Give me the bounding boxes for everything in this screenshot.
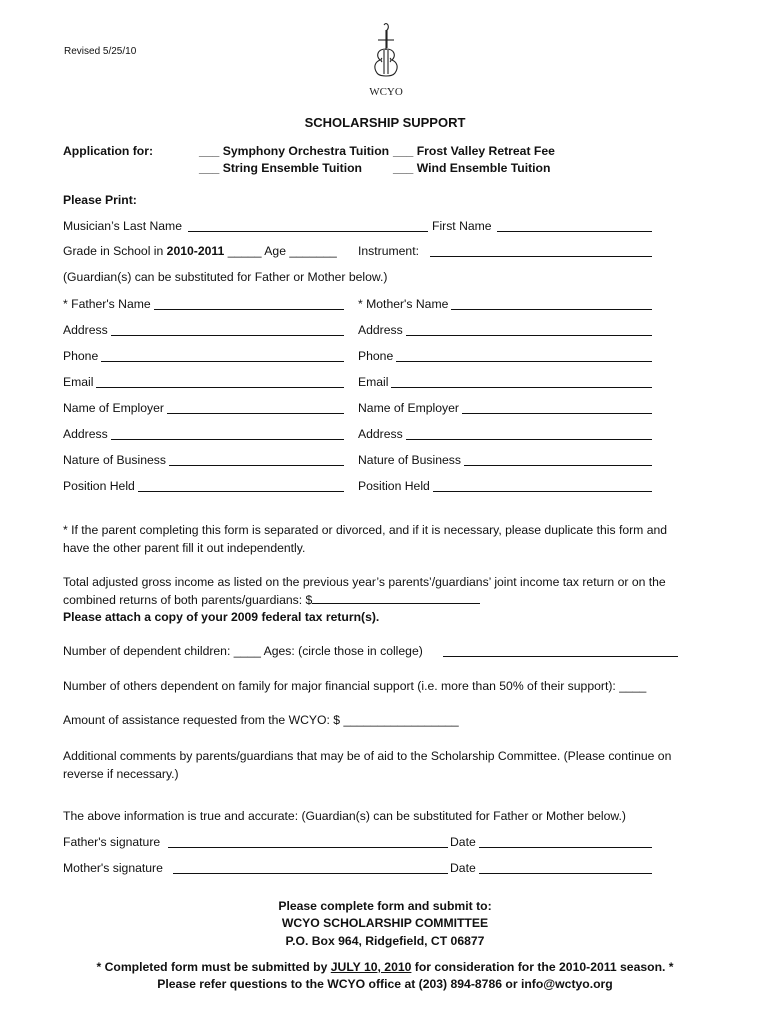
questions-line: Please refer questions to the WCYO office at (203) 894-8786 or info@wctyo.org xyxy=(157,977,613,991)
grade-field[interactable]: _____ xyxy=(227,244,262,258)
option-symphony[interactable]: ___ Symphony Orchestra Tuition xyxy=(199,144,390,158)
dependent-children-field[interactable]: ____ xyxy=(233,644,261,658)
first-name-label: First Name xyxy=(432,219,492,233)
mother-field-label: * Mother's Name xyxy=(358,297,449,311)
assistance-row xyxy=(63,713,459,728)
tax-return-note: Please attach a copy of your 2009 federal tax return(s). xyxy=(63,610,380,624)
deadline-line xyxy=(0,960,770,975)
income-text: Total adjusted gross income as listed on the previous year’s parents’/guardians’ joint income tax return or on the combined returns of both parents/guardians: $ xyxy=(63,575,666,607)
deadline-post: for consideration for the 2010-2011 season. * xyxy=(414,960,674,974)
application-label: Application for: xyxy=(63,144,154,158)
instrument-label: Instrument: xyxy=(358,244,419,258)
father-field-label: Name of Employer xyxy=(63,401,164,415)
father-field-input[interactable] xyxy=(111,428,344,440)
father-field-input[interactable] xyxy=(154,298,344,310)
father-field-input[interactable] xyxy=(101,350,344,362)
mother-field-label: Address xyxy=(358,323,403,337)
assistance-field[interactable]: _________________ xyxy=(343,713,459,727)
first-name-field[interactable] xyxy=(497,220,652,232)
divorce-note: * If the parent completing this form is separated or divorced, and if it is necessary, please duplicate this form and have the other parent fill it out independently. xyxy=(63,523,668,555)
mother-signature-label: Mother's signature xyxy=(63,861,163,875)
mother-date-field[interactable] xyxy=(479,862,652,874)
mother-signature-field[interactable] xyxy=(173,862,448,874)
father-field-label: Phone xyxy=(63,349,99,363)
ages-label: Ages: (circle those in college) xyxy=(263,644,423,658)
father-signature-label: Father's signature xyxy=(63,835,161,849)
father-field-label: Address xyxy=(63,323,108,337)
father-field-input[interactable] xyxy=(111,324,344,336)
father-field-input[interactable] xyxy=(138,480,344,492)
mother-date-label: Date xyxy=(450,861,476,875)
father-field-label: Email xyxy=(63,375,94,389)
mother-field-input[interactable] xyxy=(406,324,652,336)
submit-line-2: WCYO SCHOLARSHIP COMMITTEE xyxy=(281,916,489,930)
mother-field-input[interactable] xyxy=(433,480,652,492)
father-field-input[interactable] xyxy=(169,454,344,466)
mother-field-label: Address xyxy=(358,427,403,441)
father-signature-field[interactable] xyxy=(168,836,448,848)
dependents-row xyxy=(63,644,423,659)
mother-field-input[interactable] xyxy=(464,454,652,466)
grade-label: Grade in School in xyxy=(63,244,164,258)
logo-text: WCYO xyxy=(369,86,403,98)
dependent-children-label: Number of dependent children: xyxy=(63,644,231,658)
father-field-input[interactable] xyxy=(96,376,344,388)
income-block xyxy=(63,574,688,627)
page-title: SCHOLARSHIP SUPPORT xyxy=(304,115,466,130)
guardian-note: (Guardian(s) can be substituted for Father or Mother below.) xyxy=(63,270,388,284)
father-date-field[interactable] xyxy=(479,836,652,848)
revised-date: Revised 5/25/10 xyxy=(64,46,137,57)
father-field-label: Address xyxy=(63,427,108,441)
certify-note: The above information is true and accurate: (Guardian(s) can be substituted for Father or Mother below.) xyxy=(63,809,626,823)
father-field-label: Position Held xyxy=(63,479,135,493)
wcyo-logo xyxy=(363,22,409,100)
others-label: Number of others dependent on family for major financial support (i.e. more than 50% of their support): xyxy=(63,679,616,693)
mother-field-label: Phone xyxy=(358,349,394,363)
submit-line-3: P.O. Box 964, Ridgefield, CT 06877 xyxy=(285,934,485,948)
mother-field-input[interactable] xyxy=(406,428,652,440)
mother-field-input[interactable] xyxy=(451,298,652,310)
father-field-label: Nature of Business xyxy=(63,453,166,467)
violin-icon xyxy=(363,22,409,100)
last-name-field[interactable] xyxy=(188,220,428,232)
mother-field-input[interactable] xyxy=(391,376,652,388)
father-field-input[interactable] xyxy=(167,402,344,414)
deadline-pre: * Completed form must be submitted by xyxy=(96,960,328,974)
father-field-label: * Father's Name xyxy=(63,297,151,311)
income-field[interactable] xyxy=(312,592,480,604)
deadline-date: JULY 10, 2010 xyxy=(330,960,412,974)
others-field[interactable]: ____ xyxy=(619,679,647,693)
mother-field-label: Name of Employer xyxy=(358,401,459,415)
mother-field-input[interactable] xyxy=(396,350,652,362)
assistance-label: Amount of assistance requested from the WCYO: $ xyxy=(63,713,341,727)
mother-field-input[interactable] xyxy=(462,402,652,414)
others-row xyxy=(63,679,646,694)
age-label: Age xyxy=(264,244,286,258)
option-string[interactable]: ___ String Ensemble Tuition xyxy=(199,161,362,175)
option-frost-valley[interactable]: ___ Frost Valley Retreat Fee xyxy=(393,144,555,158)
ages-field[interactable] xyxy=(443,645,678,657)
age-field[interactable]: _______ xyxy=(289,244,337,258)
comments-note: Additional comments by parents/guardians that may be of aid to the Scholarship Committee. (Please continue on reverse if necessary.) xyxy=(63,749,672,781)
instrument-field[interactable] xyxy=(430,245,652,257)
please-print: Please Print: xyxy=(63,193,137,207)
grade-row xyxy=(63,244,337,259)
option-wind[interactable]: ___ Wind Ensemble Tuition xyxy=(393,161,551,175)
last-name-label: Musician’s Last Name xyxy=(63,219,182,233)
submit-line-1: Please complete form and submit to: xyxy=(278,899,492,913)
grade-year: 2010-2011 xyxy=(166,244,225,258)
mother-field-label: Email xyxy=(358,375,389,389)
mother-field-label: Nature of Business xyxy=(358,453,461,467)
father-date-label: Date xyxy=(450,835,476,849)
mother-field-label: Position Held xyxy=(358,479,430,493)
